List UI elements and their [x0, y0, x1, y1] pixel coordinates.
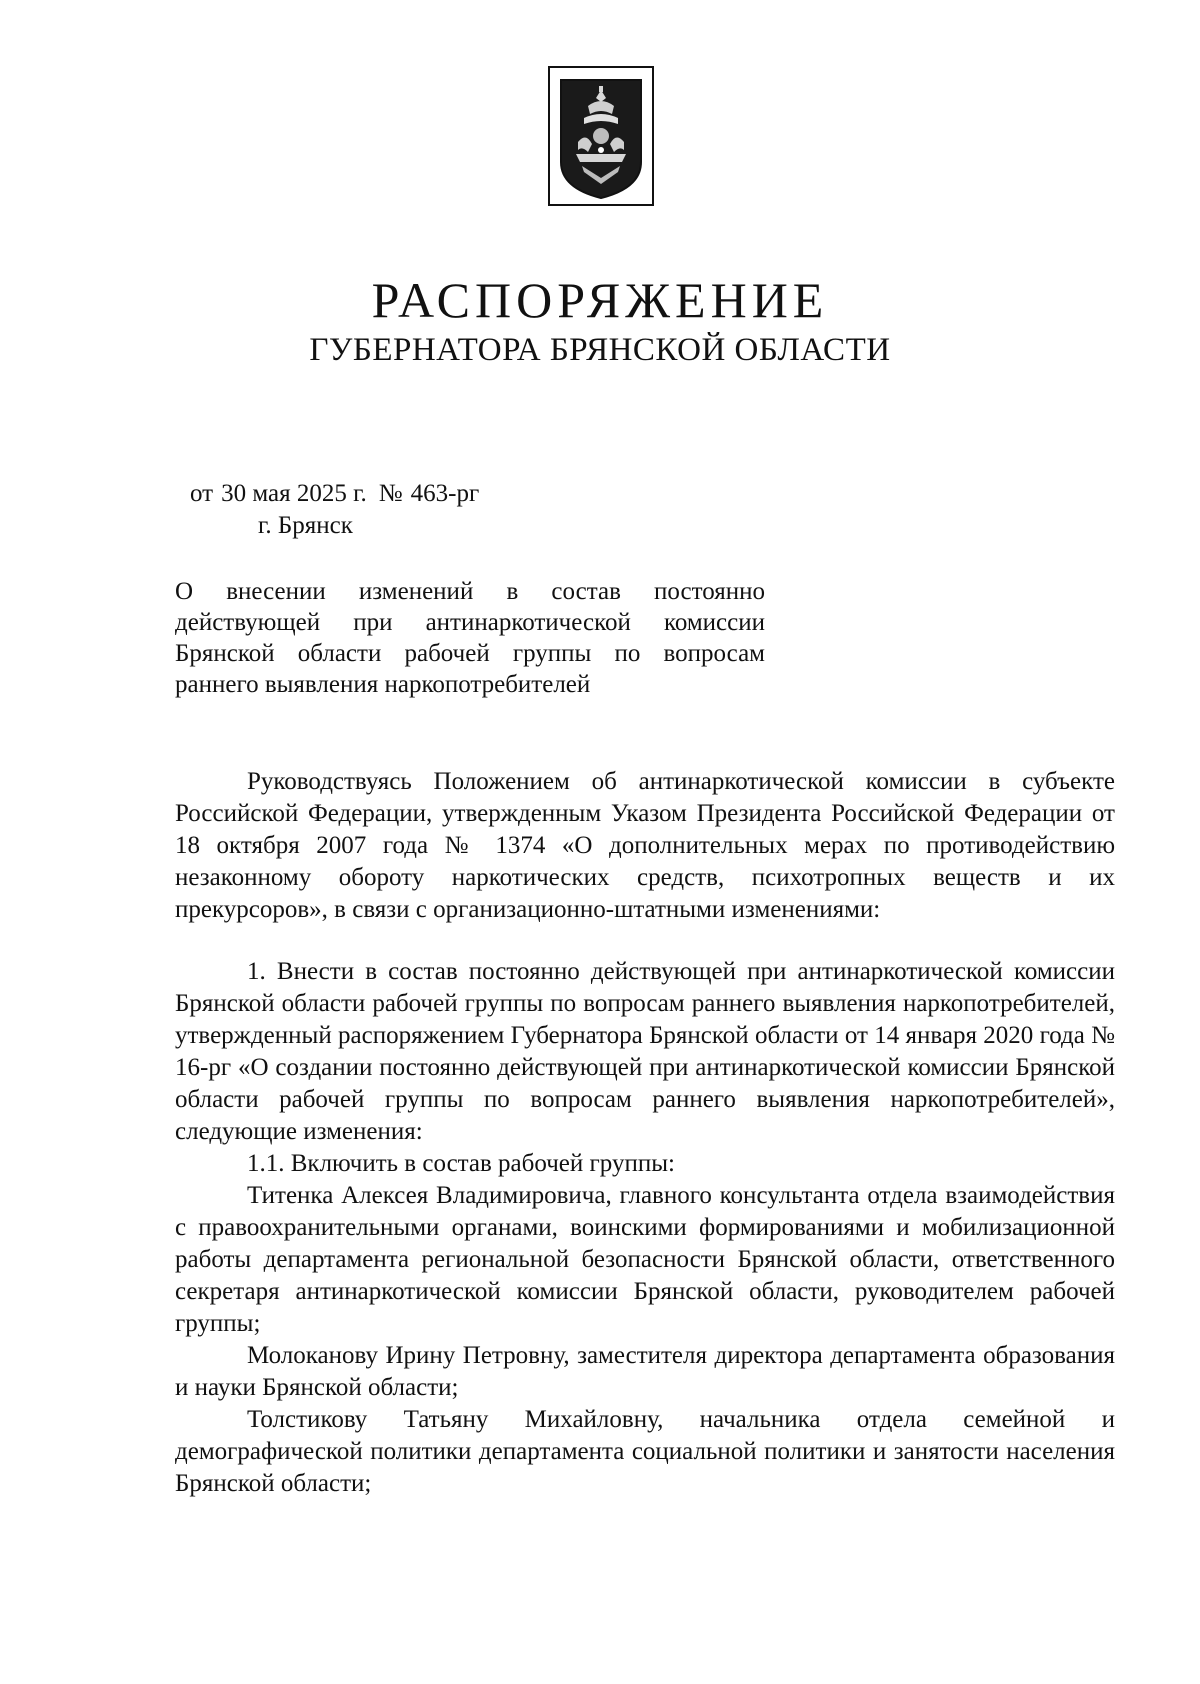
- coat-of-arms-icon: [548, 66, 654, 206]
- member-paragraph-2: Молоканову Ирину Петровну, заместителя директора департамента образования и науки Брянской области;: [175, 1342, 1115, 1401]
- subject-text: О внесении изменений в состав постоянно действующей при антинаркотической комиссии Брянской области рабочей группы по вопросам раннего выявления наркопотребителей: [175, 578, 765, 698]
- preamble-paragraph: Руководствуясь Положением об антинаркотической комиссии в субъекте Российской Федерации, утвержденным Указом Президента Российской Федерации от 18 октября 2007 года № 1374 «О дополнительных мерах по противодействию незаконному обороту наркотических средств, психотропных веществ и их прекурсоров», в связи с организационно-штатными изменениями:: [175, 768, 1115, 923]
- document-subtitle: ГУБЕРНАТОРА БРЯНСКОЙ ОБЛАСТИ: [309, 332, 891, 368]
- date-prefix: от: [190, 480, 214, 507]
- document-body: [175, 766, 1115, 1500]
- number-sign: №: [378, 480, 403, 507]
- item-1-paragraph: 1. Внести в состав постоянно действующей при антинаркотической комиссии Брянской области рабочей группы по вопросам раннего выявления наркопотребителей, утвержденный распоряжением Губернатора Брянской области от 14 января 2020 года № 16-рг «О создании постоянно действующей при антинаркотической комиссии Брянской области рабочей группы по вопросам раннего выявления наркопотребителей», следующие изменения:: [175, 958, 1115, 1145]
- document-date-line: [190, 478, 479, 510]
- member-paragraph-3: Толстикову Татьяну Михайловну, начальника отдела семейной и демографической политики департамента социальной политики и занятости населения Брянской области;: [175, 1406, 1115, 1497]
- item-1-1-paragraph: 1.1. Включить в состав рабочей группы:: [247, 1150, 675, 1177]
- member-paragraph-1: Титенка Алексея Владимировича, главного консультанта отдела взаимодействия с правоохранительными органами, воинскими формированиями и мобилизационной работы департамента региональной безопасности Брянской области, ответственного секретаря антинаркотической комиссии Брянской области, руководителем рабочей группы;: [175, 1182, 1115, 1337]
- document-number: 463-рг: [410, 480, 480, 507]
- document-subject: [175, 576, 765, 700]
- document-title: РАСПОРЯЖЕНИЕ: [371, 272, 829, 328]
- document-city: г. Брянск: [258, 512, 353, 539]
- document-date: 30 мая 2025 г.: [221, 480, 367, 507]
